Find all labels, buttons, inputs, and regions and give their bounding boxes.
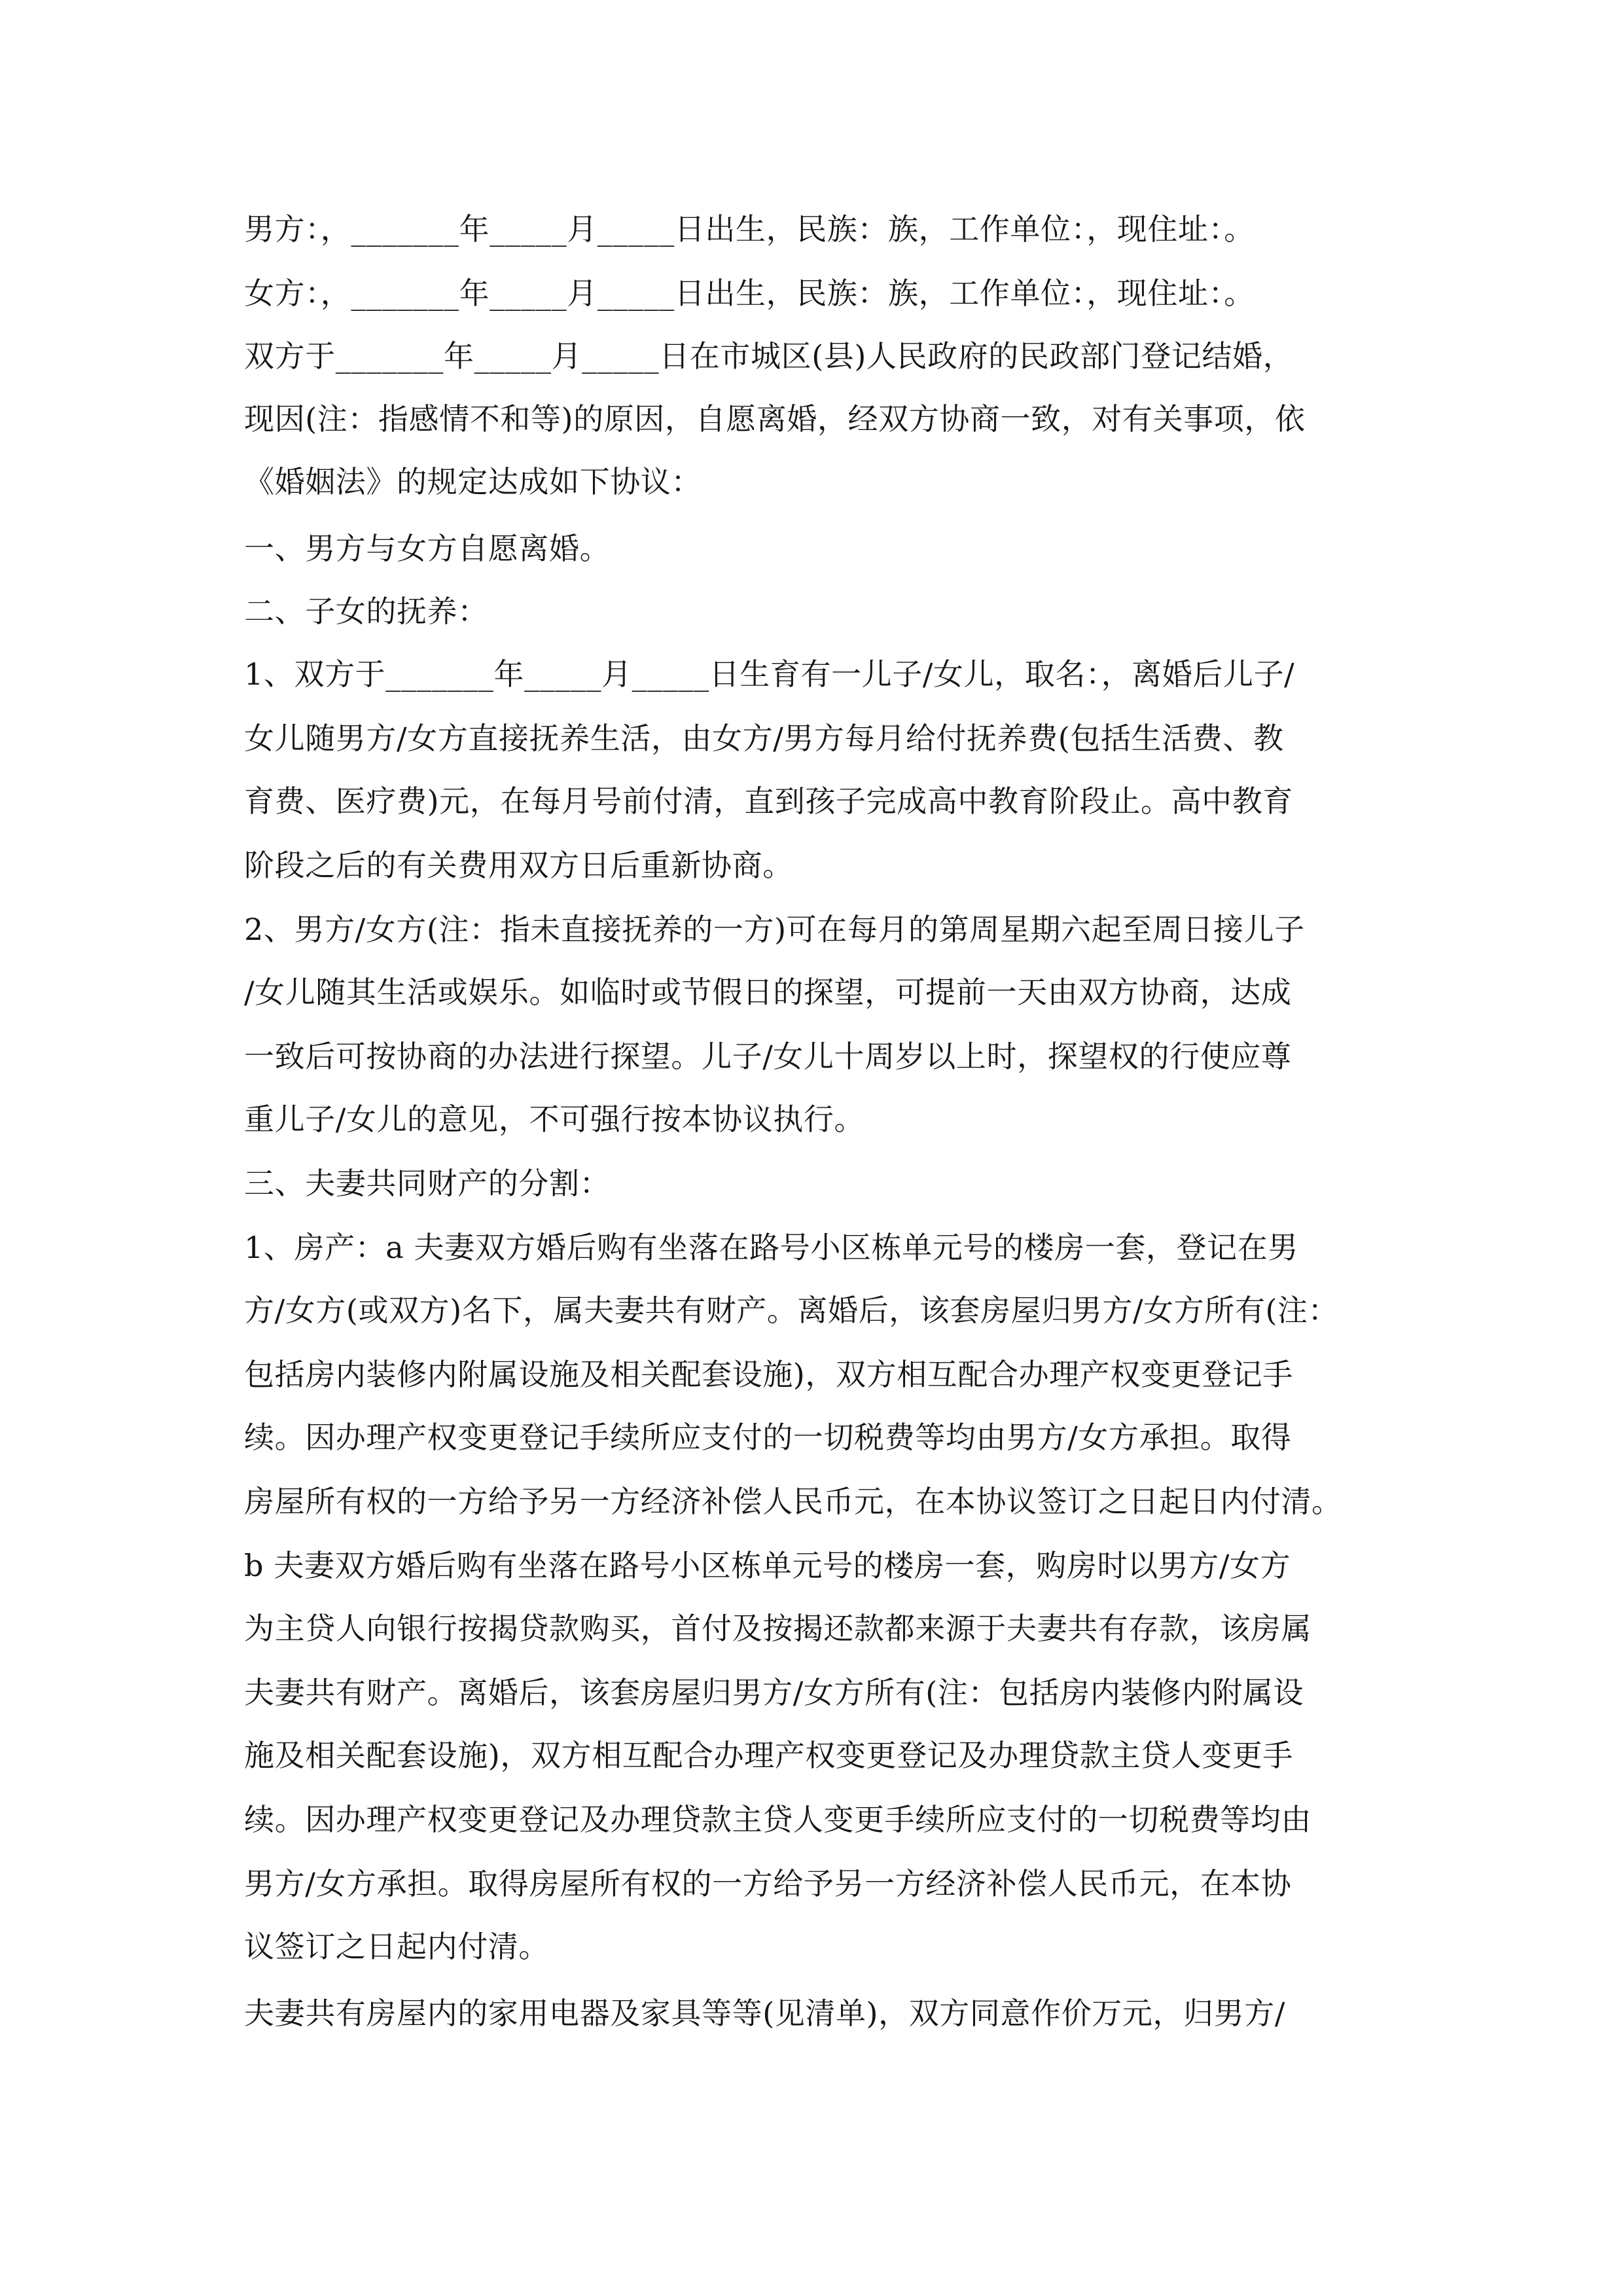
text-line-house-a4: 续。因办理产权变更登记手续所应支付的一切税费等均由男方/女方承担。取得 <box>244 1420 1292 1455</box>
text-line-male-party: 男方：，_______年_____月_____日出生，民族：族，工作单位：，现住址：。 <box>244 211 1255 247</box>
text-line-house-b5: 续。因办理产权变更登记及办理贷款主贷人变更手续所应支付的一切税费等均由 <box>244 1802 1311 1837</box>
text-line-agreement-intro: 《婚姻法》的规定达成如下协议： <box>244 464 702 499</box>
text-line-furniture: 夫妻共有房屋内的家用电器及家具等等(见清单)，双方同意作价万元，归男方/ <box>244 1996 1285 2031</box>
text-line-house-a1: 1、房产：a 夫妻双方婚后购有坐落在路号小区栋单元号的楼房一套，登记在男 <box>244 1230 1298 1265</box>
text-line-visitation-d: 重儿子/女儿的意见，不可强行按本协议执行。 <box>244 1102 865 1137</box>
text-line-visitation-b: /女儿随其生活或娱乐。如临时或节假日的探望，可提前一天由双方协商，达成 <box>244 975 1292 1010</box>
text-line-female-party: 女方：，_______年_____月_____日出生，民族：族，工作单位：，现住址：。 <box>244 276 1255 311</box>
text-line-house-b7: 议签订之日起内付清。 <box>244 1929 549 1964</box>
text-line-children-1a: 1、双方于_______年_____月_____日生育有一儿子/女儿，取名：，离婚后儿子/ <box>244 656 1295 692</box>
text-line-house-b1: b 夫妻双方婚后购有坐落在路号小区栋单元号的楼房一套，购房时以男方/女方 <box>244 1548 1291 1583</box>
text-line-house-a2: 方/女方(或双方)名下，属夫妻共有财产。离婚后，该套房屋归男方/女方所有(注： <box>244 1293 1339 1328</box>
text-line-house-a3: 包括房内装修内附属设施及相关配套设施)，双方相互配合办理产权变更登记手 <box>244 1357 1293 1392</box>
text-line-visitation-a: 2、男方/女方(注：指未直接抚养的一方)可在每月的第周星期六起至周日接儿子 <box>244 912 1305 947</box>
text-line-visitation-c: 一致后可按协商的办法进行探望。儿子/女儿十周岁以上时，探望权的行使应尊 <box>244 1039 1292 1074</box>
text-line-reason: 现因(注：指感情不和等)的原因，自愿离婚，经双方协商一致，对有关事项，依 <box>244 401 1306 437</box>
text-line-house-b4: 施及相关配套设施)，双方相互配合办理产权变更登记及办理贷款主贷人变更手 <box>244 1738 1293 1773</box>
text-line-house-b6: 男方/女方承担。取得房屋所有权的一方给予另一方经济补偿人民币元，在本协 <box>244 1866 1292 1901</box>
section-heading-property: 三、夫妻共同财产的分割： <box>244 1166 611 1201</box>
text-line-house-b2: 为主贷人向银行按揭贷款购买，首付及按揭还款都来源于夫妻共有存款，该房属 <box>244 1611 1311 1646</box>
section-heading-divorce: 一、男方与女方自愿离婚。 <box>244 531 611 566</box>
text-line-house-b3: 夫妻共有财产。离婚后，该套房屋归男方/女方所有(注：包括房内装修内附属设 <box>244 1675 1304 1710</box>
text-line-children-1d: 阶段之后的有关费用双方日后重新协商。 <box>244 848 793 883</box>
text-line-children-1c: 育费、医疗费)元，在每月号前付清，直到孩子完成高中教育阶段止。高中教育 <box>244 783 1293 819</box>
text-line-house-a5: 房屋所有权的一方给予另一方经济补偿人民币元，在本协议签订之日起日内付清。 <box>244 1484 1342 1519</box>
text-line-marriage-reg: 双方于_______年_____月_____日在市城区(县)人民政府的民政部门登记结婚， <box>244 338 1294 374</box>
section-heading-children: 二、子女的抚养： <box>244 594 488 629</box>
text-line-children-1b: 女儿随男方/女方直接抚养生活，由女方/男方每月给付抚养费(包括生活费、教 <box>244 721 1284 756</box>
